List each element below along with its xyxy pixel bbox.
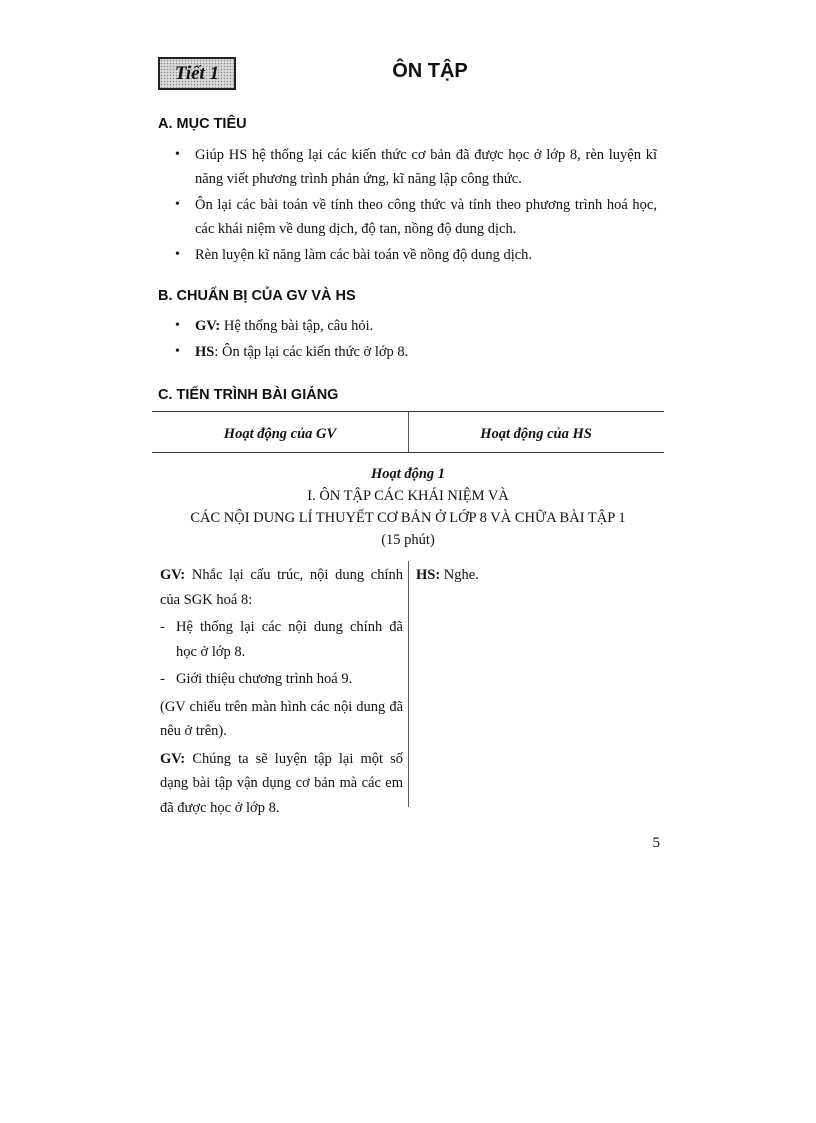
page-title: ÔN TẬP [392, 60, 468, 82]
gv-intro-text: Nhắc lại cấu trúc, nội dung chính của SGK hoá 8: [160, 567, 403, 608]
gv-note: (GV chiếu trên màn hình các nội dung đã nêu ở trên). [160, 698, 403, 739]
gv-dash-text: Giới thiệu chương trình hoá 9. [176, 671, 353, 687]
lesson-label-box [158, 57, 236, 90]
activity-block [152, 463, 664, 551]
hs-response-text: Nghe. [440, 567, 479, 583]
gv-closing [160, 747, 403, 821]
gv-activity-column [160, 563, 403, 823]
objective-item: • Ôn lại các bài toán về tính theo công thức và tính theo phương trình hoá học, các khái niệm về dung dịch, độ tan, nồng độ dung dịch. [175, 193, 657, 241]
gv-intro [160, 563, 403, 612]
objective-item: • Rèn luyện kĩ năng làm các bài toán về nồng độ dung dịch. [175, 243, 657, 267]
gv-dash-item: - Giới thiệu chương trình hoá 9. [160, 671, 353, 687]
gv-label: GV: [160, 750, 186, 767]
preparation-item-gv [175, 314, 657, 338]
gv-label: GV: [160, 567, 186, 583]
gv-closing-text: Chúng ta sẽ luyện tập lại một số dạng bài tập vận dụng cơ bản mà các em đã được học ở lớp 8. [160, 750, 403, 816]
preparation-item-hs [175, 340, 657, 364]
objective-item: • Giúp HS hệ thống lại các kiến thức cơ bản đã được học ở lớp 8, rèn luyện kĩ năng viết phương trình phản ứng, kĩ năng lập công thức. [175, 143, 657, 191]
section-c-heading: C. TIẾN TRÌNH BÀI GIẢNG [158, 387, 339, 403]
objectives-list [175, 143, 657, 269]
gv-dash-item: - Hệ thống lại các nội dung chính đã học ở lớp 8. [160, 619, 403, 660]
section-a-heading: A. MỤC TIÊU [158, 116, 247, 132]
hs-activity-column [416, 563, 656, 588]
table-header-rule [152, 452, 664, 453]
body-column-divider [408, 561, 409, 807]
gv-dash-text: Hệ thống lại các nội dung chính đã học ở lớp 8. [176, 619, 403, 660]
preparation-text: : Ôn tập lại các kiến thức ở lớp 8. [214, 344, 409, 360]
hs-label: HS: [416, 567, 441, 583]
page-number: 5 [652, 835, 660, 851]
preparation-label: HS [195, 344, 215, 360]
activity-heading-line2: CÁC NỘI DUNG LÍ THUYẾT CƠ BẢN Ở LỚP 8 VÀ CHỮA BÀI TẬP 1 [190, 510, 626, 526]
activity-title: Hoạt động 1 [370, 466, 446, 482]
activity-duration: (15 phút) [381, 532, 435, 548]
preparation-text: Hệ thống bài tập, câu hỏi. [220, 318, 374, 334]
hs-column-header: Hoạt động của HS [480, 426, 592, 442]
hs-response [416, 563, 656, 588]
lesson-label: Tiết 1 [174, 62, 220, 84]
preparation-list [175, 314, 657, 366]
section-b-heading: B. CHUẨN BỊ CỦA GV VÀ HS [158, 288, 356, 304]
activity-heading-line1: I. ÔN TẬP CÁC KHÁI NIỆM VÀ [307, 488, 509, 504]
gv-column-header: Hoạt động của GV [223, 426, 337, 442]
preparation-label: GV: [195, 318, 221, 334]
